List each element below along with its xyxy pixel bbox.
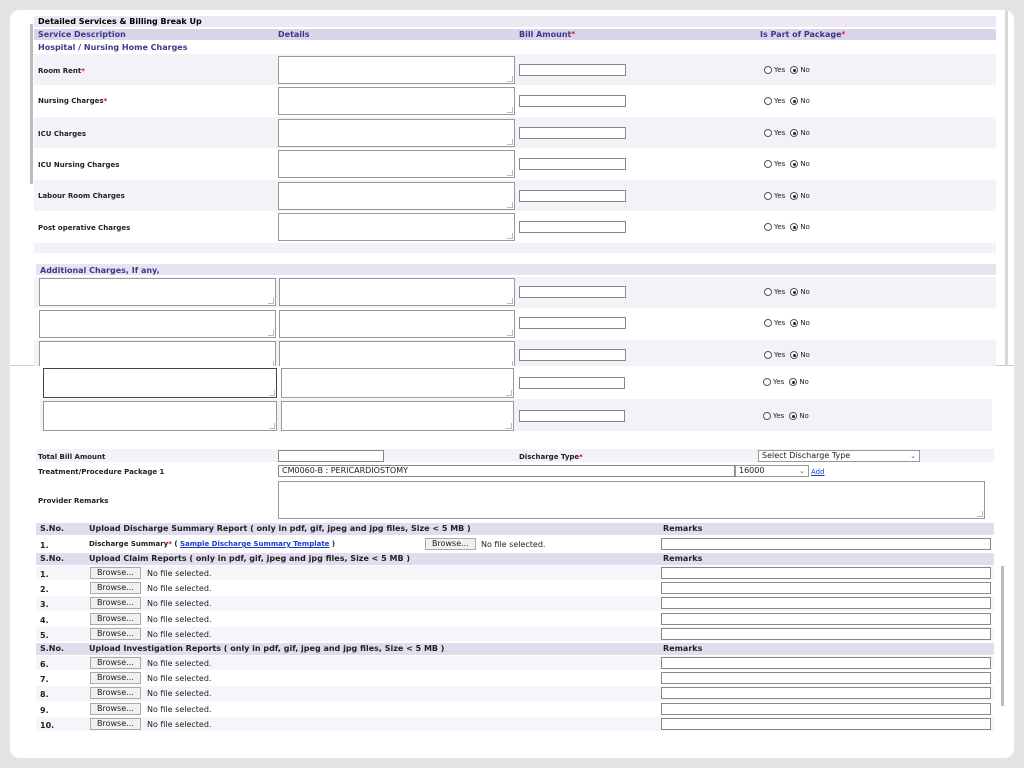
details-textarea-icu-nursing[interactable] (278, 150, 515, 178)
additional-package-radio-3[interactable]: Yes No (764, 351, 810, 359)
claim-remarks-input[interactable] (661, 597, 991, 609)
sample-template-link[interactable]: Sample Discharge Summary Template (179, 540, 330, 548)
details-textarea-labour-room[interactable] (278, 182, 515, 210)
billing-pane-top (10, 10, 1014, 366)
claim-no-file: No file selected. (147, 569, 212, 578)
package-radio-room-rent[interactable]: Yes No (764, 66, 810, 74)
upload-discharge-sno: S.No. (40, 524, 65, 533)
details-textarea-icu[interactable] (278, 119, 515, 147)
upload-discharge-title: Upload Discharge Summary Report ( only in pdf, gif, jpeg and jpg files, Size < 5 MB ) (89, 524, 471, 533)
investigation-browse-button[interactable]: Browse... (90, 657, 141, 669)
package-input[interactable]: CM0060-B : PERICARDIOSTOMY (278, 465, 735, 477)
additional-package-radio-4[interactable]: Yes No (763, 378, 809, 386)
additional-details-textarea-4[interactable] (281, 368, 514, 398)
additional-desc-textarea-4[interactable] (43, 368, 277, 398)
additional-desc-textarea-1[interactable] (39, 278, 276, 306)
claim-remarks-input[interactable] (661, 613, 991, 625)
discharge-summary-label: Discharge Summary* ( Sample Discharge Summary Template ) (89, 540, 336, 548)
add-package-link[interactable]: Add (811, 468, 825, 476)
additional-bill-input-2[interactable] (519, 317, 626, 329)
hospital-section-title: Hospital / Nursing Home Charges (38, 43, 188, 52)
claim-row-number: 3. (40, 600, 49, 609)
discharge-row-number: 1. (40, 541, 49, 550)
claim-no-file: No file selected. (147, 615, 212, 624)
additional-details-textarea-1[interactable] (279, 278, 515, 306)
additional-details-textarea-2[interactable] (279, 310, 515, 338)
claim-browse-button[interactable]: Browse... (90, 567, 141, 579)
upload-discharge-remarks: Remarks (663, 524, 703, 533)
upload-investigation-sno: S.No. (40, 644, 65, 653)
investigation-row-number: 7. (40, 675, 49, 684)
charge-label-icu-nursing: ICU Nursing Charges (38, 161, 120, 169)
total-bill-input[interactable] (278, 450, 384, 462)
additional-desc-textarea-2[interactable] (39, 310, 276, 338)
investigation-remarks-input[interactable] (661, 703, 991, 715)
investigation-no-file: No file selected. (147, 674, 212, 683)
upload-discharge-header (36, 523, 994, 535)
additional-bill-input-5[interactable] (519, 410, 625, 422)
additional-desc-textarea-5[interactable] (43, 401, 277, 431)
investigation-browse-button[interactable]: Browse... (90, 672, 141, 684)
claim-remarks-input[interactable] (661, 582, 991, 594)
additional-section-title: Additional Charges, If any, (36, 264, 996, 275)
charge-label-labour-room: Labour Room Charges (38, 192, 125, 200)
additional-package-radio-2[interactable]: Yes No (764, 319, 810, 327)
package-radio-icu[interactable]: Yes No (764, 129, 810, 137)
billing-pane-bottom (10, 366, 1014, 758)
charge-label-post-op: Post operative Charges (38, 224, 131, 232)
provider-remarks-textarea[interactable] (278, 481, 985, 519)
discharge-remarks-input[interactable] (661, 538, 991, 550)
discharge-type-select[interactable]: Select Discharge Type ⌄ (758, 450, 920, 462)
bill-input-nursing[interactable] (519, 95, 626, 107)
discharge-no-file: No file selected. (481, 540, 546, 549)
additional-bill-input-3[interactable] (519, 349, 626, 361)
package-label: Treatment/Procedure Package 1 (38, 468, 165, 476)
additional-package-radio-5[interactable]: Yes No (763, 412, 809, 420)
details-textarea-post-op[interactable] (278, 213, 515, 241)
claim-row-number: 4. (40, 616, 49, 625)
additional-desc-textarea-3[interactable] (39, 341, 276, 369)
bill-input-icu[interactable] (519, 127, 626, 139)
package-amount-select[interactable]: 16000 ⌄ (735, 465, 809, 477)
details-textarea-nursing[interactable] (278, 87, 515, 115)
investigation-remarks-input[interactable] (661, 718, 991, 730)
claim-remarks-input[interactable] (661, 628, 991, 640)
additional-details-textarea-3[interactable] (279, 341, 515, 369)
claim-no-file: No file selected. (147, 584, 212, 593)
scrollbar-right-lower[interactable] (1001, 566, 1004, 706)
investigation-no-file: No file selected. (147, 720, 212, 729)
upload-investigation-header (36, 643, 994, 655)
additional-details-textarea-5[interactable] (281, 401, 514, 431)
section-title: Detailed Services & Billing Break Up (38, 17, 202, 26)
investigation-remarks-input[interactable] (661, 687, 991, 699)
scrollbar-right[interactable] (1005, 10, 1008, 366)
upload-claim-remarks: Remarks (663, 554, 703, 563)
column-header-bar (34, 29, 996, 40)
upload-investigation-title: Upload Investigation Reports ( only in pdf, gif, jpeg and jpg files, Size < 5 MB ) (89, 644, 445, 653)
upload-investigation-remarks: Remarks (663, 644, 703, 653)
investigation-no-file: No file selected. (147, 659, 212, 668)
col-package: Is Part of Package* (760, 30, 846, 39)
investigation-row-number: 10. (40, 721, 55, 730)
bill-input-post-op[interactable] (519, 221, 626, 233)
claim-row-number: 1. (40, 570, 49, 579)
investigation-no-file: No file selected. (147, 689, 212, 698)
package-radio-nursing[interactable]: Yes No (764, 97, 810, 105)
claim-browse-button[interactable]: Browse... (90, 613, 141, 625)
col-service: Service Description (38, 30, 126, 39)
investigation-row-number: 9. (40, 706, 49, 715)
package-radio-labour-room[interactable]: Yes No (764, 192, 810, 200)
claim-remarks-input[interactable] (661, 567, 991, 579)
charge-label-nursing: Nursing Charges* (38, 97, 108, 105)
chevron-down-icon: ⌄ (799, 467, 805, 475)
investigation-no-file: No file selected. (147, 705, 212, 714)
package-radio-post-op[interactable]: Yes No (764, 223, 810, 231)
discharge-browse-button[interactable]: Browse... (425, 538, 476, 550)
additional-bill-input-1[interactable] (519, 286, 626, 298)
package-radio-icu-nursing[interactable]: Yes No (764, 160, 810, 168)
claim-row-number: 5. (40, 631, 49, 640)
col-bill: Bill Amount* (519, 30, 576, 39)
upload-claim-header (36, 553, 994, 565)
total-bill-label: Total Bill Amount (38, 453, 106, 461)
investigation-browse-button[interactable]: Browse... (90, 687, 141, 699)
upload-claim-title: Upload Claim Reports ( only in pdf, gif, jpeg and jpg files, Size < 5 MB ) (89, 554, 411, 563)
claim-browse-button[interactable]: Browse... (90, 628, 141, 640)
upload-claim-sno: S.No. (40, 554, 65, 563)
bill-input-labour-room[interactable] (519, 190, 626, 202)
bill-input-room-rent[interactable] (519, 64, 626, 76)
charge-label-room-rent: Room Rent* (38, 67, 85, 75)
claim-row-number: 2. (40, 585, 49, 594)
investigation-remarks-input[interactable] (661, 657, 991, 669)
claim-browse-button[interactable]: Browse... (90, 597, 141, 609)
additional-bill-input-4[interactable] (519, 377, 625, 389)
provider-remarks-label: Provider Remarks (38, 497, 109, 505)
claim-browse-button[interactable]: Browse... (90, 582, 141, 594)
bill-input-icu-nursing[interactable] (519, 158, 626, 170)
screenshot-frame (10, 10, 1014, 758)
col-details: Details (278, 30, 310, 39)
investigation-browse-button[interactable]: Browse... (90, 718, 141, 730)
details-textarea-room-rent[interactable] (278, 56, 515, 84)
chevron-down-icon: ⌄ (910, 452, 916, 460)
charge-label-icu: ICU Charges (38, 130, 87, 138)
investigation-remarks-input[interactable] (661, 672, 991, 684)
additional-package-radio-1[interactable]: Yes No (764, 288, 810, 296)
claim-no-file: No file selected. (147, 630, 212, 639)
investigation-row-number: 8. (40, 690, 49, 699)
claim-no-file: No file selected. (147, 599, 212, 608)
scrollbar-left[interactable] (30, 24, 33, 184)
investigation-row-number: 6. (40, 660, 49, 669)
discharge-type-label: Discharge Type* (519, 453, 583, 461)
investigation-browse-button[interactable]: Browse... (90, 703, 141, 715)
